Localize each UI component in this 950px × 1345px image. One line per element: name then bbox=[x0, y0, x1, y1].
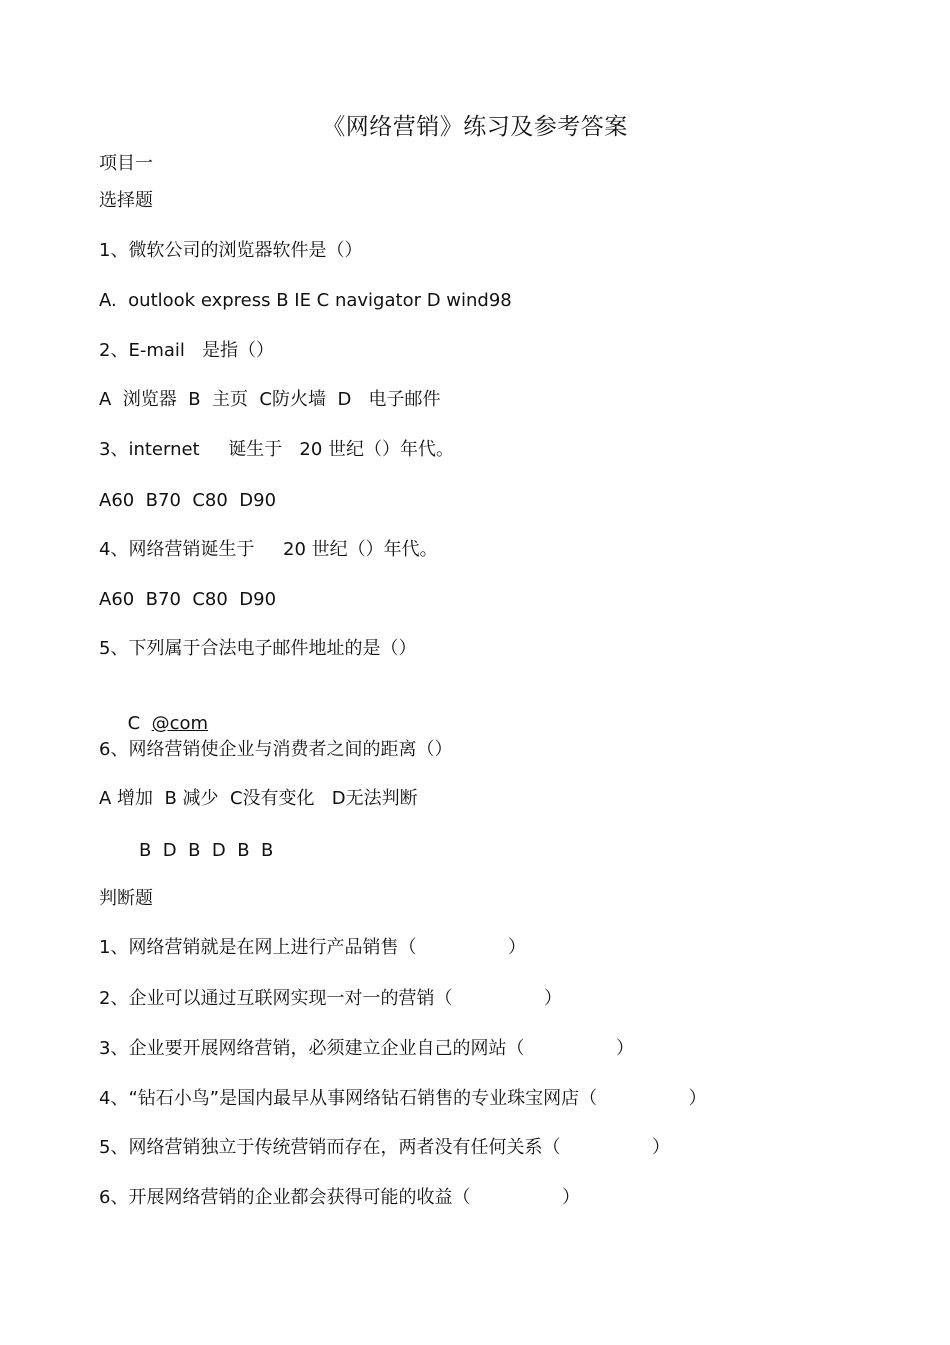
judge-heading: 判断题 bbox=[99, 888, 153, 909]
choice-options-2: A 浏览器 B 主页 C防火墙 D 电子邮件 bbox=[99, 389, 441, 410]
choice-options-4: A60 B70 C80 D90 bbox=[99, 589, 277, 610]
choice-heading: 选择题 bbox=[99, 190, 153, 211]
choice-question-4: 4、网络营销诞生于 20 世纪（）年代。 bbox=[99, 539, 438, 560]
choice-options-6: A 增加 B 减少 C没有变化 D无法判断 bbox=[99, 788, 418, 809]
judge-question-4: 4、“钻石小鸟”是国内最早从事网络钻石销售的专业珠宝网店（ ） bbox=[99, 1088, 707, 1109]
choice-question-2: 2、E-mail 是指（） bbox=[99, 340, 275, 361]
document-title: 《网络营销》练习及参考答案 bbox=[322, 114, 628, 140]
judge-question-1: 1、网络营销就是在网上进行产品销售（ ） bbox=[99, 937, 526, 958]
choice-options-3: A60 B70 C80 D90 bbox=[99, 490, 277, 511]
choice-question-1: 1、微软公司的浏览器软件是（） bbox=[99, 240, 363, 261]
judge-question-2: 2、企业可以通过互联网实现一对一的营销（ ） bbox=[99, 988, 562, 1009]
judge-question-6: 6、开展网络营销的企业都会获得可能的收益（ ） bbox=[99, 1187, 580, 1208]
option-prefix: C bbox=[121, 713, 152, 734]
judge-question-3: 3、企业要开展网络营销，必须建立企业自己的网站（ ） bbox=[99, 1038, 634, 1059]
choice-options-1: A. outlook express B IE C navigator D wind98 bbox=[99, 290, 512, 311]
section-heading: 项目一 bbox=[99, 153, 153, 174]
judge-question-5: 5、网络营销独立于传统营销而存在，两者没有任何关系（ ） bbox=[99, 1137, 670, 1158]
choice-question-6: 6、网络营销使企业与消费者之间的距离（） bbox=[99, 739, 453, 760]
choice-question-5: 5、下列属于合法电子邮件地址的是（） bbox=[99, 638, 417, 659]
choice-answer-key: B D B D B B bbox=[139, 840, 274, 861]
choice-question-3: 3、internet 诞生于 20 世纪（）年代。 bbox=[99, 439, 455, 460]
email-option-text: @com bbox=[151, 713, 209, 734]
